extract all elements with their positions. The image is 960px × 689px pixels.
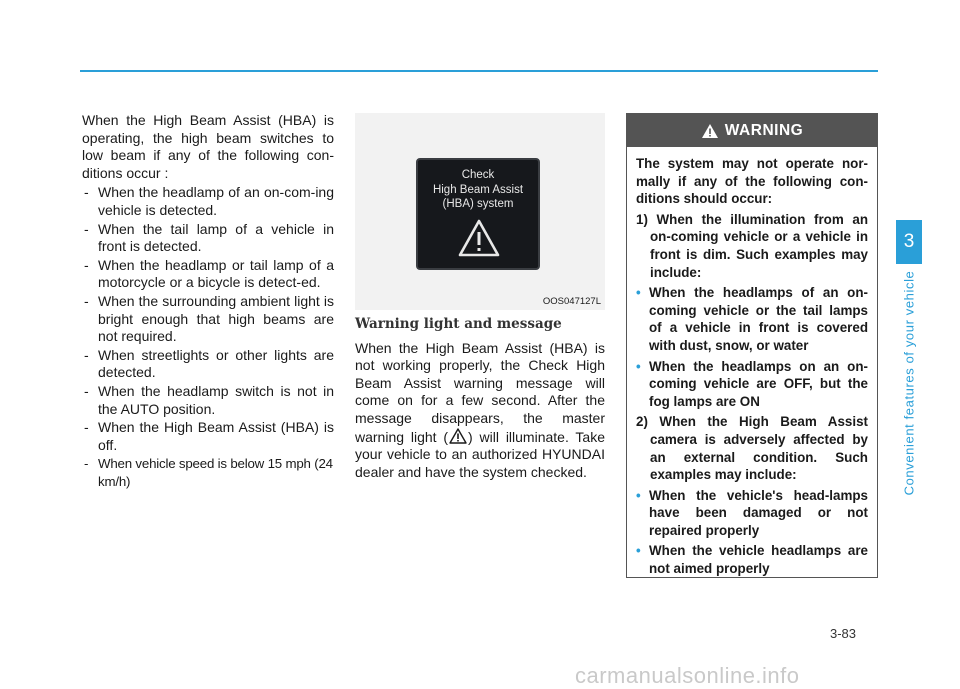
chapter-title: Convenient features of your vehicle: [901, 270, 917, 496]
figure-code: OOS047127L: [542, 296, 601, 307]
condition-item: - When the High Beam Assist (HBA) is off.: [84, 419, 334, 453]
warning-icon: [701, 123, 719, 139]
condition-item: - When the headlamp or tail lamp of a motorcycle or a bicycle is detect-ed.: [84, 256, 334, 291]
warning-body: [627, 147, 877, 578]
condition-item: - When the headlamp of an on-com-ing vehicle is detected.: [84, 184, 334, 218]
warning-light-paragraph: When the High Beam Assist (HBA) is not working properly, the Check High Beam Assist warning message will come on for a few second. After the message disappears, the master warning light ( ) will illuminate. Take your vehicle to an authorized HYUNDAI dealer and have the system checked.: [355, 339, 605, 480]
warning-intro: The system may not operate nor-mally if any of the following con-ditions should occur:: [636, 156, 868, 207]
conditions-list: [82, 184, 334, 490]
watermark: carmanualsonline.info: [575, 663, 800, 688]
chapter-tab: 3: [896, 220, 922, 264]
display-line-system: (HBA) system: [442, 198, 514, 210]
bullet-item: • When the vehicle's head-lamps have been damaged or not repaired properly: [636, 487, 868, 540]
warning-box: [626, 113, 878, 578]
section-heading: Warning light and message: [355, 316, 562, 332]
condition-item: - When the tail lamp of a vehicle in front is detected.: [84, 220, 334, 255]
warning-title: WARNING: [724, 121, 804, 139]
numbered-item-1: 1) When the illumination from an on-coming vehicle or a vehicle in front is dim. Such examples may include:: [636, 211, 868, 280]
condition-item: - When the headlamp switch is not in the AUTO position.: [84, 382, 334, 417]
page-number: 3-83: [830, 626, 857, 641]
cluster-display: [416, 158, 540, 270]
left-column: [82, 112, 334, 491]
bullet-item: • When the vehicle headlamps are not aimed properly: [636, 542, 868, 577]
top-rule: [80, 70, 878, 72]
cluster-figure: [355, 113, 605, 310]
warning-header: [627, 114, 877, 147]
bullet-item: • When the headlamps on an on-coming vehicle are OFF, but the fog lamps are ON: [636, 358, 868, 411]
condition-item: - When streetlights or other lights are detected.: [84, 346, 334, 381]
master-warning-icon: [449, 428, 467, 444]
middle-column: [355, 316, 605, 481]
display-line-check: Check: [461, 169, 495, 181]
condition-item: - When vehicle speed is below 15 mph (24 km/h): [84, 456, 333, 489]
intro-paragraph: When the High Beam Assist (HBA) is operating, the high beam switches to low beam if any of the following con-ditions occur :: [82, 112, 334, 181]
condition-item: - When the surrounding ambient light is bright enough that high beams are not required.: [84, 292, 334, 345]
bullet-item: • When the headlamps of an on-coming vehicle or the tail lamps of a vehicle in front is covered with dust, snow, or water: [636, 284, 868, 354]
numbered-item-2: 2) When the High Beam Assist camera is adversely affected by an external condition. Such examples may include:: [636, 414, 868, 483]
display-line-hba: High Beam Assist: [432, 183, 524, 196]
warning-triangle-icon: [457, 218, 501, 258]
